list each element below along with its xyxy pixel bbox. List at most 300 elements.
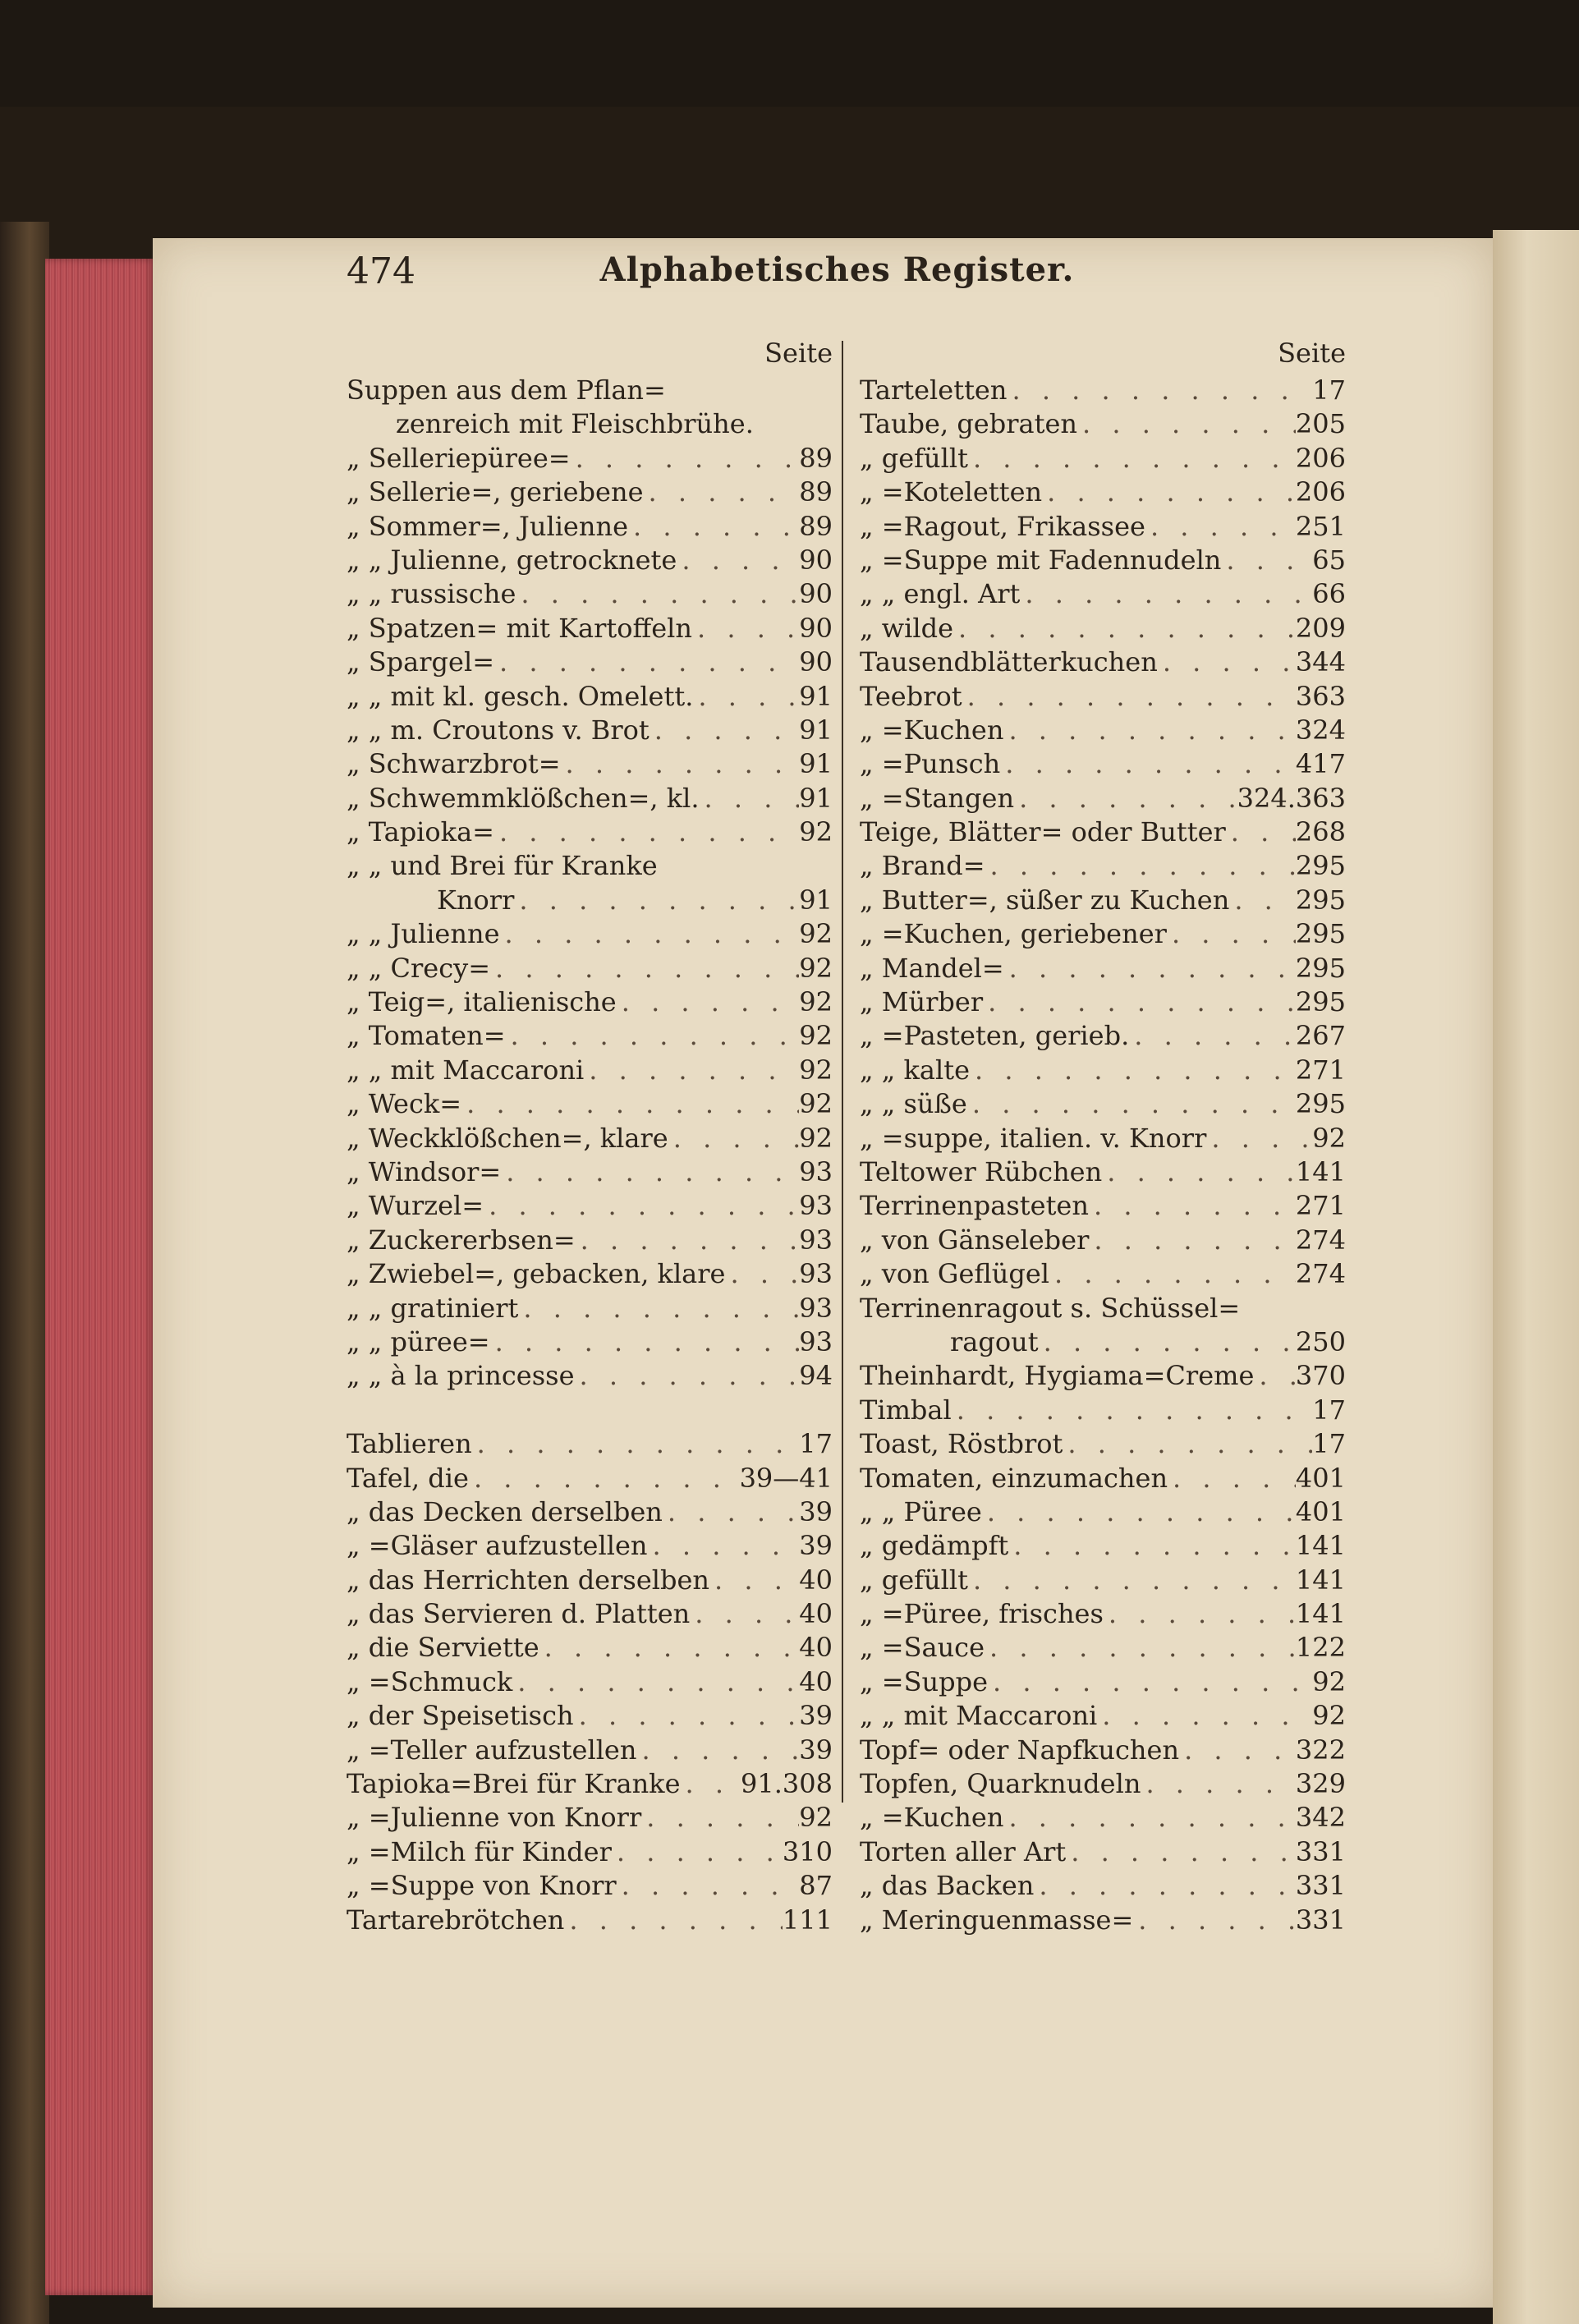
index-entry (860, 1122, 1352, 1155)
index-entry (860, 612, 1352, 645)
index-entry (347, 475, 839, 509)
leader-dots (1003, 714, 1295, 747)
index-entry (347, 1631, 839, 1665)
index-entry-text: „ Spatzen= mit Kartoffeln (347, 612, 693, 644)
index-entry (860, 1631, 1352, 1665)
index-entry (860, 714, 1352, 747)
index-entry-text: „ =Püree, frisches (860, 1598, 1104, 1630)
index-entry-text: „ =Sauce (860, 1632, 985, 1664)
index-entry (860, 374, 1352, 407)
index-entry (347, 1564, 839, 1597)
leader-dots (490, 952, 799, 985)
index-entry (860, 1325, 1352, 1359)
leader-dots (1089, 1189, 1296, 1223)
index-entry-text: Timbal (860, 1394, 952, 1426)
index-page-number: 344 (1295, 646, 1346, 678)
index-page-number: 295 (1295, 884, 1346, 916)
index-entry (860, 1801, 1352, 1835)
index-entry (860, 1597, 1352, 1631)
index-page-number: 92 (799, 986, 833, 1018)
index-entry (347, 1835, 839, 1869)
index-entry-text: „ =Julienne von Knorr (347, 1802, 642, 1834)
index-page-number: 89 (799, 442, 833, 474)
leader-dots (1221, 544, 1312, 577)
index-entry-text: „ =Suppe mit Fadennudeln (860, 544, 1222, 576)
index-page-number: 141 (1295, 1564, 1346, 1596)
index-entry (347, 782, 839, 815)
index-page-number: 251 (1295, 510, 1346, 542)
index-entry (860, 1665, 1352, 1699)
index-entry (860, 1054, 1352, 1087)
leader-dots (1141, 1767, 1295, 1801)
index-page-number: 209 (1295, 612, 1346, 644)
index-entry (347, 1869, 839, 1903)
index-entry-text: „ =Teller aufzustellen (347, 1734, 637, 1766)
leader-dots (1007, 374, 1312, 407)
index-entry-text: „ =Kuchen (860, 714, 1004, 746)
index-entry-text: „ =Gläser aufzustellen (347, 1530, 648, 1562)
index-entry-text: Topf= oder Napfkuchen (860, 1734, 1180, 1766)
index-page-number: 295 (1295, 986, 1346, 1018)
index-page-number: 90 (799, 544, 833, 576)
leader-dots (472, 1427, 800, 1461)
index-entry (860, 1734, 1352, 1767)
leader-dots (1158, 645, 1296, 679)
leader-dots (564, 1904, 783, 1937)
index-entry-text: „ „ mit Maccaroni (860, 1700, 1098, 1732)
index-entry (347, 1665, 839, 1699)
index-entry-text: „ wilde (860, 612, 954, 644)
index-entry-text: „ das Servieren d. Platten (347, 1598, 691, 1630)
index-entry-text: „ Windsor= (347, 1155, 502, 1187)
leader-dots (1039, 1325, 1296, 1359)
page-content (322, 242, 1352, 2049)
index-entry (860, 1292, 1352, 1325)
index-page-number: 322 (1295, 1734, 1346, 1766)
index-entry (347, 1734, 839, 1767)
index-entry-text: Tapioka=Brei für Kranke (347, 1768, 681, 1800)
index-entry-text: „ der Speisetisch (347, 1700, 574, 1732)
index-page-number: 92 (1312, 1122, 1346, 1154)
leader-dots (968, 442, 1296, 475)
index-entry-text: Theinhardt, Hygiama=Creme (860, 1360, 1255, 1392)
index-entry (860, 952, 1352, 985)
leader-dots (636, 1734, 799, 1767)
index-entry (860, 1564, 1352, 1597)
index-entry-text: „ Zwiebel=, gebacken, klare (347, 1258, 726, 1290)
index-page-number: 111 (782, 1904, 833, 1936)
index-entry-text: ragout (950, 1325, 1039, 1357)
index-entry-text: „ „ Julienne, getrocknete (347, 544, 677, 576)
index-entry (347, 1155, 839, 1189)
index-entry-text: Tafel, die (347, 1462, 469, 1494)
index-entry (347, 645, 839, 679)
index-entry (347, 815, 839, 849)
index-entry-text: „ „ Püree (860, 1495, 982, 1527)
index-entry-text: Knorr (437, 884, 515, 916)
leader-dots (968, 1564, 1296, 1597)
index-entry-text: „ =Kuchen, geriebener (860, 918, 1167, 950)
index-entry-text: „ Butter=, süßer zu Kuchen (860, 884, 1230, 916)
leader-dots (501, 1155, 799, 1189)
index-entry (347, 407, 839, 441)
leader-dots (617, 985, 800, 1019)
index-entry-text: „ Mandel= (860, 952, 1004, 984)
index-entry-text: Tausendblätterkuchen (860, 646, 1158, 678)
index-entry-text: „ =Koteletten (860, 476, 1043, 508)
index-entry-text: „ von Gänseleber (860, 1224, 1090, 1256)
index-entry-text: „ das Decken derselben (347, 1495, 663, 1527)
index-entry-text: „ =Punsch (860, 748, 1001, 780)
index-page-number: 310 (782, 1835, 833, 1867)
index-entry (860, 1394, 1352, 1427)
index-entry (347, 849, 839, 883)
index-page-number: 17 (1312, 1428, 1346, 1460)
leader-dots (1254, 1359, 1296, 1393)
index-entry-text: „ Schwarzbrot= (347, 748, 561, 780)
index-page-number: 93 (799, 1325, 833, 1357)
leader-dots (641, 1801, 799, 1835)
index-entry-text: „ =Stangen (860, 782, 1015, 814)
leader-dots (1145, 510, 1296, 544)
index-page-number: 17 (1312, 1394, 1346, 1426)
index-page-number: 92 (799, 1088, 833, 1120)
index-page-number: 89 (799, 476, 833, 508)
index-entry-text: „ Sellerie=, geriebene (347, 476, 644, 508)
leader-dots (1206, 1122, 1312, 1155)
index-entry (860, 849, 1352, 883)
index-entry-text: „ =Ragout, Frikassee (860, 510, 1145, 542)
leader-dots (612, 1835, 783, 1869)
leader-dots (677, 544, 799, 577)
leader-dots (725, 1257, 799, 1291)
index-page-number: 295 (1295, 1088, 1346, 1120)
leader-dots (692, 612, 799, 645)
index-entry-text: „ „ gratiniert (347, 1292, 519, 1324)
index-entry-text: „ =Schmuck (347, 1665, 513, 1697)
leader-dots (663, 1495, 799, 1529)
leader-dots (1003, 1801, 1295, 1835)
leader-dots (1179, 1734, 1296, 1767)
index-page-number: 274 (1295, 1258, 1346, 1290)
index-entry (860, 1529, 1352, 1563)
index-entry (860, 1462, 1352, 1495)
index-entry-text: „ =Kuchen (860, 1802, 1004, 1834)
leader-dots (490, 1325, 800, 1359)
index-page-number: 271 (1295, 1190, 1346, 1222)
index-entry (860, 782, 1352, 815)
index-entry-text: „ =Suppe (860, 1665, 988, 1697)
index-entry (347, 544, 839, 577)
index-entry (347, 1427, 839, 1461)
index-entry (860, 1224, 1352, 1257)
index-entry-text: „ Zuckererbsen= (347, 1224, 576, 1256)
index-page-number: 90 (799, 578, 833, 610)
leader-dots (1129, 1019, 1296, 1053)
index-entry (860, 544, 1352, 577)
leader-dots (1089, 1224, 1296, 1257)
index-entry (347, 985, 839, 1019)
index-page-number: 65 (1312, 544, 1346, 576)
index-entry (347, 1462, 839, 1495)
index-entry-text: „ „ mit kl. gesch. Omelett. (347, 680, 694, 712)
leader-dots (1066, 1835, 1296, 1869)
leader-dots (469, 1462, 740, 1495)
leader-dots (518, 1292, 799, 1325)
index-entry (347, 1359, 839, 1393)
leader-dots (576, 1224, 800, 1257)
index-entry-text: „ Selleriepüree= (347, 442, 571, 474)
leader-dots (584, 1054, 799, 1087)
page-edges-red (45, 259, 156, 2295)
index-entry-text: „ Wurzel= (347, 1190, 484, 1222)
index-page-number: 122 (1295, 1632, 1346, 1664)
index-page-number: 94 (799, 1360, 833, 1392)
index-entry-text: „ „ Julienne (347, 918, 500, 950)
index-page-number: 92 (799, 1020, 833, 1052)
index-entry (860, 407, 1352, 441)
left-index-column (347, 333, 839, 1937)
leader-dots (709, 1564, 799, 1597)
index-page-number: 295 (1295, 918, 1346, 950)
index-entry (347, 510, 839, 544)
leader-dots (494, 815, 799, 849)
page-number: 474 (347, 250, 415, 292)
index-entry-text: „ Schwemmklößchen=, kl. (347, 782, 700, 814)
leader-dots (561, 747, 800, 781)
leader-dots (506, 1019, 800, 1053)
index-page-number: 17 (799, 1428, 833, 1460)
index-entry-text: „ Brand= (860, 850, 985, 882)
index-page-number: 39 (799, 1495, 833, 1527)
index-entry (347, 1801, 839, 1835)
index-entry (347, 1699, 839, 1733)
index-page-number: 40 (799, 1564, 833, 1596)
index-entry-text: Tarteletten (860, 374, 1008, 406)
leader-dots (1104, 1597, 1296, 1631)
index-page-number: 92 (1312, 1665, 1346, 1697)
index-entry (860, 1699, 1352, 1733)
index-entry-text: Tablieren (347, 1428, 472, 1460)
leader-dots (1042, 475, 1296, 509)
index-entry-text: „ das Backen (860, 1870, 1035, 1902)
right-index-column (860, 333, 1352, 1937)
index-page-number: 91 (799, 714, 833, 746)
index-entry (347, 714, 839, 747)
index-entry (347, 1292, 839, 1325)
index-entry-text: „ „ mit Maccaroni (347, 1054, 585, 1086)
index-entry (347, 442, 839, 475)
leader-dots (690, 1597, 799, 1631)
leader-dots (461, 1087, 799, 1121)
leader-dots (1014, 782, 1237, 815)
leader-dots (494, 645, 799, 679)
index-page-number: 92 (799, 1054, 833, 1086)
index-page-number: 92 (799, 1122, 833, 1154)
index-page-number: 363 (1295, 680, 1346, 712)
leader-dots (983, 985, 1296, 1019)
index-entry-text: „ die Serviette (347, 1632, 539, 1664)
index-entry (860, 577, 1352, 611)
index-page-number: 329 (1295, 1768, 1346, 1800)
index-entry-text: zenreich mit Fleischbrühe. (396, 408, 754, 440)
index-entry-text: „ gefüllt (860, 442, 968, 474)
index-entry-text: Topfen, Quarknudeln (860, 1768, 1141, 1800)
leader-dots (617, 1869, 800, 1903)
index-entry (860, 1019, 1352, 1053)
index-page-number: 40 (799, 1632, 833, 1664)
index-entry (347, 1529, 839, 1563)
index-entry (347, 952, 839, 985)
index-entry-text: „ „ Crecy= (347, 952, 491, 984)
running-title: Alphabetisches Register. (599, 250, 1075, 289)
index-page-number: 91.308 (741, 1768, 833, 1800)
index-entry-text: „ Mürber (860, 986, 984, 1018)
index-entry-text: „ =suppe, italien. v. Knorr (860, 1122, 1207, 1154)
index-entry-text: Terrinenpasteten (860, 1190, 1089, 1222)
index-page-number: 93 (799, 1190, 833, 1222)
index-page-number: 39 (799, 1530, 833, 1562)
leader-dots (681, 1767, 741, 1801)
leader-dots (1102, 1155, 1296, 1189)
index-page-number: 206 (1295, 442, 1346, 474)
leader-dots (539, 1631, 800, 1665)
index-page-number: 87 (799, 1870, 833, 1902)
index-page-number: 268 (1295, 816, 1346, 848)
index-entry-text: „ Spargel= (347, 646, 494, 678)
index-entry-text: „ „ kalte (860, 1054, 970, 1086)
index-entry (347, 1054, 839, 1087)
index-page-number: 331 (1295, 1904, 1346, 1936)
index-page-number: 370 (1295, 1360, 1346, 1392)
index-page-number: 295 (1295, 952, 1346, 984)
leader-dots (1020, 577, 1312, 611)
index-entry (860, 1495, 1352, 1529)
index-entry (860, 1767, 1352, 1801)
index-entry-text: „ gefüllt (860, 1564, 968, 1596)
index-page-number: 331 (1295, 1835, 1346, 1867)
index-entry (347, 1257, 839, 1291)
index-page-number: 39—41 (739, 1462, 833, 1494)
index-page-number: 93 (799, 1292, 833, 1324)
index-entry (860, 884, 1352, 917)
leader-dots (962, 680, 1296, 714)
index-entry (347, 1122, 839, 1155)
index-page-number: 93 (799, 1258, 833, 1290)
index-entry-text: „ „ püree= (347, 1325, 490, 1357)
index-entry (347, 747, 839, 781)
index-entry-text: Terrinenragout s. Schüssel= (860, 1292, 1241, 1324)
leader-dots (982, 1495, 1296, 1529)
index-page-number: 89 (799, 510, 833, 542)
index-entry (347, 1224, 839, 1257)
leader-dots (500, 917, 800, 951)
index-page-number: 271 (1295, 1054, 1346, 1086)
leader-dots (952, 1394, 1313, 1427)
index-page-number: 250 (1295, 1325, 1346, 1357)
index-entry (347, 1087, 839, 1121)
leader-dots (953, 612, 1296, 645)
leader-dots (1077, 407, 1296, 441)
index-entry-text: „ „ süße (860, 1088, 967, 1120)
index-entry-text: Teebrot (860, 680, 962, 712)
index-entry (860, 1835, 1352, 1869)
index-entry (860, 645, 1352, 679)
leader-dots (644, 475, 800, 509)
index-page-number: 417 (1295, 748, 1346, 780)
index-page-number: 93 (799, 1155, 833, 1187)
index-entry-text: „ gedämpft (860, 1530, 1009, 1562)
index-entry-text: „ Tomaten= (347, 1020, 506, 1052)
index-entry (347, 917, 839, 951)
leader-dots (1229, 884, 1296, 917)
leader-dots (1004, 952, 1296, 985)
leader-dots (1097, 1699, 1312, 1733)
index-entry (860, 475, 1352, 509)
index-entry-text: „ „ engl. Art (860, 578, 1021, 610)
index-entry-text: „ =Pasteten, gerieb. (860, 1020, 1130, 1052)
leader-dots (1168, 1462, 1296, 1495)
index-spacer (347, 1394, 839, 1427)
index-entry (347, 680, 839, 714)
leader-dots (512, 1665, 799, 1699)
index-entry (347, 1019, 839, 1053)
left-column-heading: Seite (764, 338, 833, 369)
index-entry-text: „ „ m. Croutons v. Brot (347, 714, 650, 746)
index-page-number: 90 (799, 612, 833, 644)
index-entry (860, 1257, 1352, 1291)
index-page-number: 401 (1295, 1462, 1346, 1494)
index-page-number: 331 (1295, 1870, 1346, 1902)
index-entry-text: „ Teig=, italienische (347, 986, 617, 1018)
leader-dots (1226, 815, 1296, 849)
leader-dots (571, 442, 800, 475)
index-page-number: 206 (1295, 476, 1346, 508)
index-page-number: 39 (799, 1700, 833, 1732)
index-entry (860, 1155, 1352, 1189)
leader-dots (985, 1631, 1296, 1665)
leader-dots (574, 1699, 800, 1733)
index-entry (860, 1359, 1352, 1393)
index-entry-text: Teltower Rübchen (860, 1155, 1103, 1187)
leader-dots (1034, 1869, 1296, 1903)
index-entry-text: Teige, Blätter= oder Butter (860, 816, 1226, 848)
leader-dots (988, 1665, 1312, 1699)
index-entry-text: „ =Suppe von Knorr (347, 1870, 617, 1902)
index-page-number: 92 (799, 918, 833, 950)
leader-dots (650, 714, 800, 747)
index-page-number: 91 (799, 680, 833, 712)
leader-dots (514, 884, 799, 917)
index-entry-text: „ das Herrichten derselben (347, 1564, 710, 1596)
index-entry-text: Tartarebrötchen (347, 1904, 565, 1936)
index-page-number: 267 (1295, 1020, 1346, 1052)
index-page-number: 90 (799, 646, 833, 678)
index-entry (860, 1904, 1352, 1937)
leader-dots (970, 1054, 1296, 1087)
leader-dots (967, 1087, 1296, 1121)
leader-dots (668, 1122, 800, 1155)
leader-dots (1063, 1427, 1312, 1461)
index-entry (347, 1189, 839, 1223)
index-entry-text: „ „ à la princesse (347, 1360, 575, 1392)
index-entry (347, 1767, 839, 1801)
index-page-number: 92 (799, 952, 833, 984)
leader-dots (516, 577, 799, 611)
index-page-number: 92 (1312, 1700, 1346, 1732)
index-entry-text: Suppen aus dem Pflan= (347, 374, 666, 406)
index-entry (860, 1869, 1352, 1903)
